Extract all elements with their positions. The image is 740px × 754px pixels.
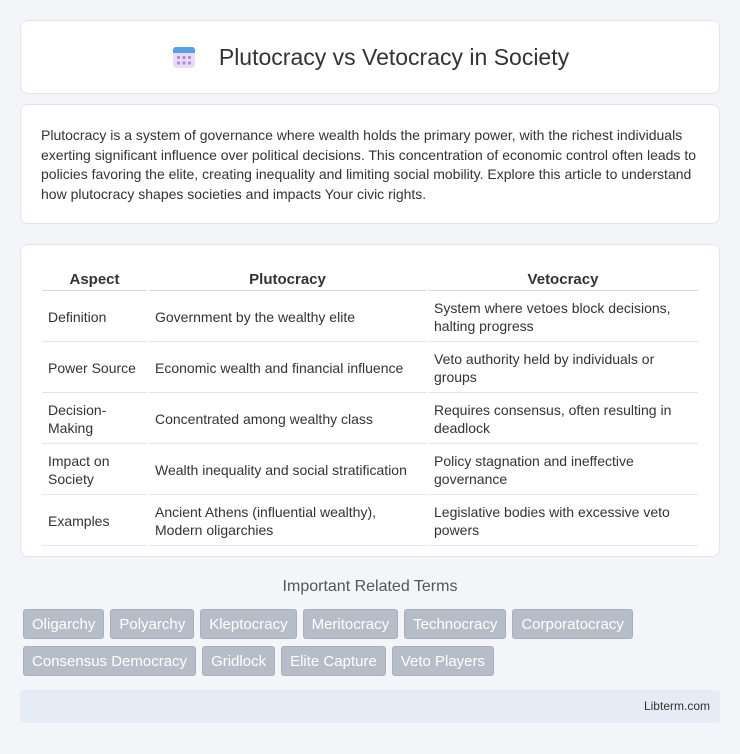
tag-elite-capture[interactable]: Elite Capture (281, 646, 386, 676)
tag-polyarchy[interactable]: Polyarchy (110, 609, 194, 639)
tag-corporatocracy[interactable]: Corporatocracy (512, 609, 633, 639)
table-cell: Legislative bodies with excessive veto powers (428, 497, 698, 546)
tag-oligarchy[interactable]: Oligarchy (23, 609, 104, 639)
table-row (42, 395, 698, 444)
footer (20, 690, 720, 723)
column-header-vetocracy: Vetocracy (428, 267, 698, 291)
table-cell: Policy stagnation and ineffective governance (428, 446, 698, 495)
table-cell: Decision-Making (42, 395, 147, 444)
table-cell: Power Source (42, 344, 147, 393)
table-cell: Examples (42, 497, 147, 546)
related-terms-tags (23, 609, 723, 683)
calendar-icon (171, 44, 197, 70)
table-cell: Concentrated among wealthy class (149, 395, 426, 444)
tag-veto-players[interactable]: Veto Players (392, 646, 494, 676)
table-cell: Requires consensus, often resulting in deadlock (428, 395, 698, 444)
tag-kleptocracy[interactable]: Kleptocracy (200, 609, 296, 639)
table-cell: Veto authority held by individuals or groups (428, 344, 698, 393)
table-row (42, 293, 698, 342)
tag-gridlock[interactable]: Gridlock (202, 646, 275, 676)
column-header-plutocracy: Plutocracy (149, 267, 426, 291)
table-row (42, 344, 698, 393)
related-terms-title: Important Related Terms (282, 578, 458, 595)
table-cell: Government by the wealthy elite (149, 293, 426, 342)
table-cell: Impact on Society (42, 446, 147, 495)
title-card (20, 20, 720, 94)
column-header-aspect: Aspect (42, 267, 147, 291)
table-cell: Economic wealth and financial influence (149, 344, 426, 393)
tag-technocracy[interactable]: Technocracy (404, 609, 506, 639)
table-cell: System where vetoes block decisions, halting progress (428, 293, 698, 342)
page-title: Plutocracy vs Vetocracy in Society (218, 43, 570, 70)
intro-card (20, 104, 720, 224)
table-cell: Wealth inequality and social stratification (149, 446, 426, 495)
comparison-table (40, 265, 700, 548)
comparison-table-card (20, 244, 720, 557)
footer-link[interactable]: Libterm.com (643, 699, 710, 713)
table-row (42, 497, 698, 546)
table-row (42, 446, 698, 495)
table-cell: Definition (42, 293, 147, 342)
table-header-row (42, 267, 698, 291)
tag-consensus-democracy[interactable]: Consensus Democracy (23, 646, 196, 676)
table-cell: Ancient Athens (influential wealthy), Modern oligarchies (149, 497, 426, 546)
tag-meritocracy[interactable]: Meritocracy (303, 609, 399, 639)
intro-text: Plutocracy is a system of governance where wealth holds the primary power, with the richest individuals exerting significant influence over political decisions. This concentration of economic control often leads to policies favoring the elite, creating inequality and limiting social mobility. Explore this article to understand how plutocracy shapes societies and impacts Your civic rights. (41, 127, 696, 202)
